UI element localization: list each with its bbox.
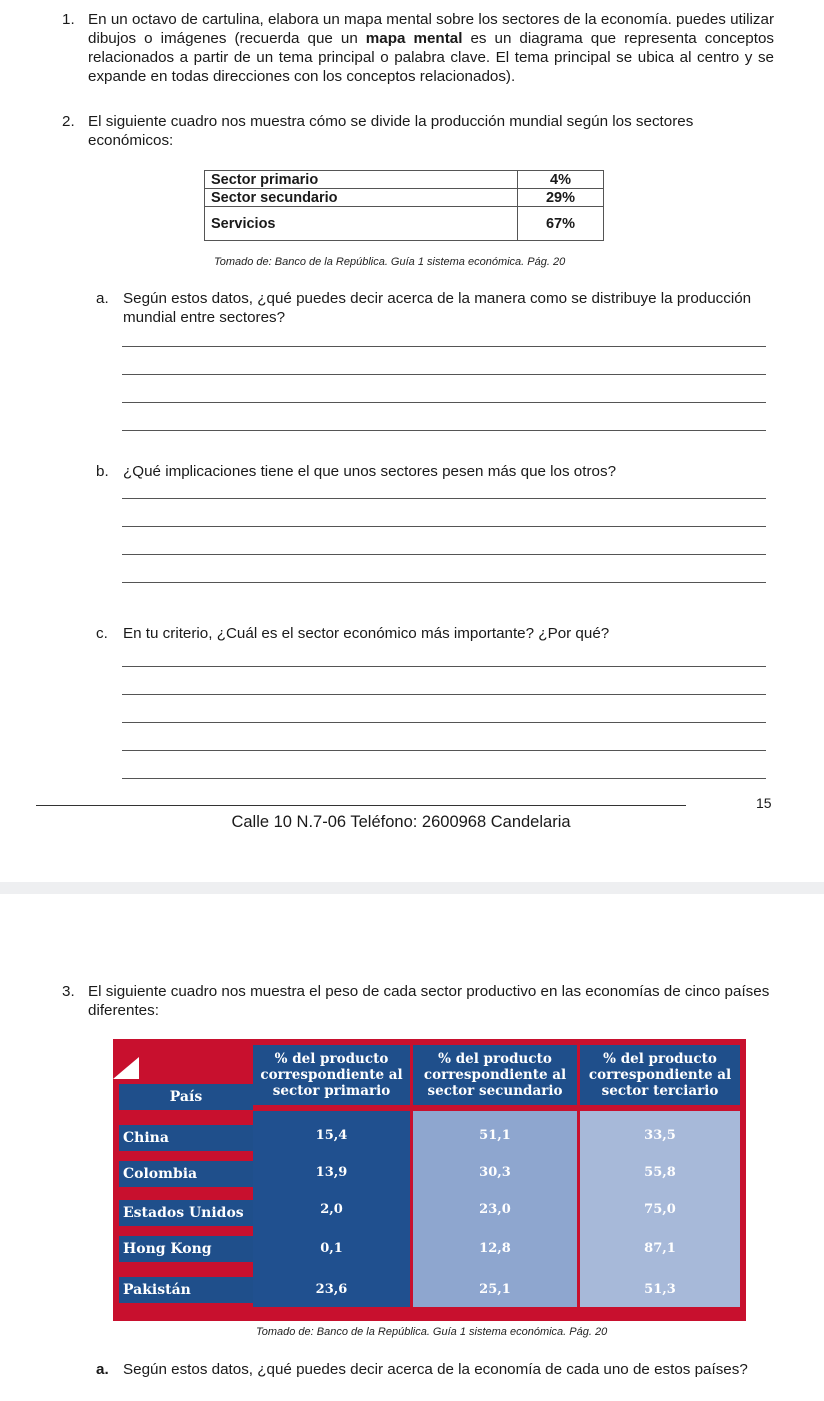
table-bottom-border	[253, 1307, 740, 1313]
page-2	[0, 894, 824, 1401]
country-label: Pakistán	[119, 1277, 253, 1303]
table-row	[205, 189, 604, 207]
answer-line[interactable]	[122, 402, 766, 403]
answer-line[interactable]	[122, 582, 766, 583]
sector-value: 4%	[518, 171, 604, 189]
question-2c-text: En tu criterio, ¿Cuál es el sector económico más importante? ¿Por qué?	[123, 625, 610, 642]
answer-line[interactable]	[122, 778, 766, 779]
value-secondary: 12,8	[479, 1241, 511, 1256]
value-primary: 2,0	[320, 1202, 343, 1217]
question-1-bold-term: mapa mental	[365, 30, 463, 47]
question-2b-letter: b.	[96, 463, 109, 480]
question-1	[62, 10, 774, 90]
value-primary: 0,1	[320, 1241, 343, 1256]
row-divider	[119, 1267, 253, 1269]
answer-line[interactable]	[122, 346, 766, 347]
value-secondary: 25,1	[479, 1282, 511, 1297]
row-divider	[119, 1230, 253, 1232]
sector-value: 29%	[518, 189, 604, 207]
answer-line[interactable]	[122, 498, 766, 499]
value-tertiary: 87,1	[644, 1241, 676, 1256]
value-secondary: 30,3	[479, 1165, 511, 1180]
value-secondary: 51,1	[479, 1128, 511, 1143]
footer-address: Calle 10 N.7-06 Teléfono: 2600968 Candelaria	[231, 813, 571, 831]
header-country: País	[119, 1084, 253, 1110]
value-primary: 23,6	[315, 1282, 348, 1297]
value-tertiary: 51,3	[644, 1282, 676, 1297]
question-3-number: 3.	[62, 983, 75, 1000]
answer-line[interactable]	[122, 554, 766, 555]
country-label: Hong Kong	[119, 1236, 253, 1262]
question-3	[62, 982, 774, 1022]
table-1-caption: Tomado de: Banco de la República. Guía 1 sistema económica. Pág. 20	[214, 256, 566, 268]
header-wedge-decoration	[113, 1057, 139, 1079]
value-tertiary: 33,5	[644, 1128, 676, 1143]
question-2c-letter: c.	[96, 625, 108, 642]
question-2b-text: ¿Qué implicaciones tiene el que unos sectores pesen más que los otros?	[123, 463, 617, 480]
answer-line[interactable]	[122, 750, 766, 751]
row-divider	[119, 1191, 253, 1193]
page-separator	[0, 882, 824, 894]
value-secondary: 23,0	[479, 1202, 511, 1217]
table-row	[205, 171, 604, 189]
country-label: China	[119, 1125, 253, 1151]
question-2	[62, 112, 774, 152]
footer-divider	[36, 805, 686, 806]
table-2-caption: Tomado de: Banco de la República. Guía 1 sistema económica. Pág. 20	[256, 1326, 608, 1338]
question-2-text: El siguiente cuadro nos muestra cómo se divide la producción mundial según los sectores económicos:	[88, 113, 694, 149]
header-secondary: % del producto correspondiente al sector secundario	[413, 1045, 577, 1105]
answer-line[interactable]	[122, 722, 766, 723]
sector-label: Sector primario	[205, 171, 518, 189]
question-1-text-part-a: En un octavo de cartulina, elabora un mapa mental sobre los sectores de la economía. puedes utilizar dibujos o imágenes (recuerda que un	[88, 11, 774, 47]
answer-line[interactable]	[122, 526, 766, 527]
question-2a-text: Según estos datos, ¿qué puedes decir acerca de la manera como se distribuye la producción mundial entre sectores?	[123, 290, 752, 326]
row-divider	[119, 1155, 253, 1157]
answer-line[interactable]	[122, 374, 766, 375]
question-1-text	[88, 10, 774, 86]
table-row	[205, 207, 604, 241]
country-label: Estados Unidos	[119, 1200, 253, 1226]
sector-label: Sector secundario	[205, 189, 518, 207]
answer-line[interactable]	[122, 430, 766, 431]
sector-label: Servicios	[205, 207, 518, 241]
page-number: 15	[756, 795, 772, 811]
world-production-table	[204, 170, 604, 241]
question-3a-text: Según estos datos, ¿qué puedes decir acerca de la economía de cada uno de estos países?	[123, 1361, 748, 1378]
value-tertiary: 55,8	[644, 1165, 676, 1180]
value-tertiary: 75,0	[644, 1202, 676, 1217]
sector-value: 67%	[518, 207, 604, 241]
question-1-text-part-b: es un diagrama que representa conceptos relacionados a partir de un tema principal o palabra clave. El tema principal se ubica al centro y se expande en todas direcciones con los conceptos relacionados).	[88, 30, 774, 85]
answer-line[interactable]	[122, 666, 766, 667]
header-tertiary: % del producto correspondiente al sector terciario	[580, 1045, 740, 1105]
question-2-number: 2.	[62, 113, 75, 130]
header-primary: % del producto correspondiente al sector primario	[253, 1045, 410, 1105]
answer-line[interactable]	[122, 694, 766, 695]
value-primary: 15,4	[315, 1128, 348, 1143]
question-3-text: El siguiente cuadro nos muestra el peso de cada sector productivo en las economías de cinco países diferentes:	[88, 983, 770, 1019]
question-3a-letter: a.	[96, 1361, 109, 1378]
value-primary: 13,9	[315, 1165, 348, 1180]
countries-sector-table	[113, 1039, 746, 1321]
question-1-number: 1.	[62, 11, 75, 28]
country-label: Colombia	[119, 1161, 253, 1187]
question-2a-letter: a.	[96, 290, 109, 307]
